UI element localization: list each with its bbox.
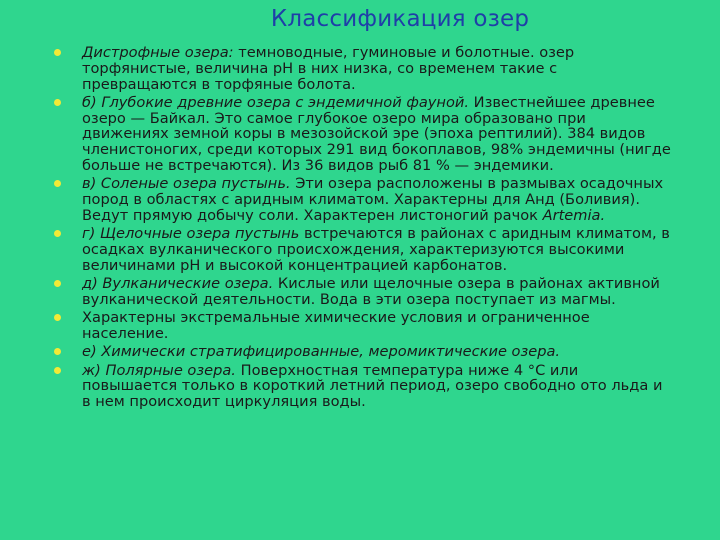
item-text: встречаются в районах с аридным климатом, в осадках вулканического происхождения, характеризуются высокими величинами рН и высокой концентрацией карбонатов. — [82, 225, 670, 274]
list-item — [52, 344, 672, 360]
item-lead: д) Вулканические озера. — [82, 275, 274, 293]
item-lead: б) Глубокие древние озера с эндемичной фауной. — [82, 93, 470, 111]
item-tail: Artemia. — [542, 206, 606, 224]
item-text: темноводные, гуминовые и болотные. озер торфянистые, величина рН в них низка, со временем такие с превращаются в торфяные болота. — [82, 44, 575, 93]
bullet-icon — [54, 99, 61, 106]
item-lead: в) Соленые озера пустынь. — [82, 175, 291, 193]
item-lead: Дистрофные озера: — [82, 44, 234, 61]
bullet-icon — [54, 314, 61, 321]
item-text: Кислые или щелочные озера в районах активной вулканической деятельности. Вода в эти озера поступает из магмы. — [82, 275, 660, 308]
lake-classification-list — [52, 45, 672, 413]
bullet-icon — [54, 180, 61, 187]
item-lead: е) Химически стратифицированные, меромиктические озера. — [82, 343, 561, 361]
bullet-icon — [54, 348, 61, 355]
bullet-icon — [54, 230, 61, 237]
list-item — [52, 310, 672, 342]
slide-title: Классификация озер — [270, 6, 530, 32]
item-text: Эти озера расположены в размывах осадочных пород в областях с аридным климатом. Характерны для Анд (Боливия). Ведут прямую добычу соли. Характерен листоногий рачок — [82, 175, 664, 224]
bullet-icon — [54, 280, 61, 287]
item-text: Известнейшее древнее озеро — Байкал. Это самое глубокое озеро мира образовано при движениях земной коры в мезозойской эре (эпоха рептилий). 384 видов членистоногих, среди которых 291 вид бокоплавов, 98% эндемичны (нигде больше не встречаются). Из 36 видов рыб 81 % — эндемики. — [82, 93, 671, 175]
list-item — [52, 95, 672, 174]
list-item — [52, 276, 672, 308]
bullet-icon — [54, 367, 61, 374]
list-item — [52, 226, 672, 273]
list-item — [52, 45, 672, 92]
list-item — [52, 363, 672, 410]
item-text: Характерны экстремальные химические условия и ограниченное население. — [82, 309, 590, 343]
item-lead: ж) Полярные озера. — [82, 361, 236, 379]
bullet-icon — [54, 49, 61, 56]
item-text: Поверхностная температура ниже 4 °С или повышается только в короткий летний период, озеро свободно ото льда и в нем происходит циркуляция воды. — [82, 361, 663, 411]
item-lead: г) Щелочные озера пустынь — [82, 225, 300, 243]
list-item — [52, 176, 672, 223]
